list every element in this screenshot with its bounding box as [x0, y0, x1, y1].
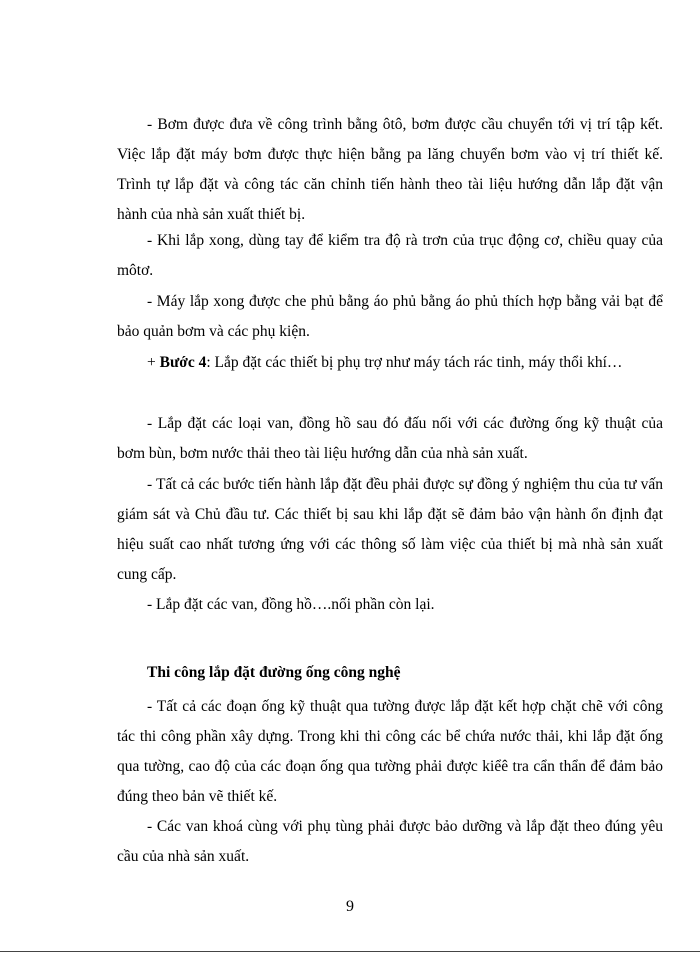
section-heading: Thi công lắp đặt đường ống công nghệ	[147, 664, 401, 681]
step4-text: : Lắp đặt các thiết bị phụ trợ như máy tách rác tinh, máy thổi khí…	[206, 354, 623, 371]
step4-prefix: +	[147, 354, 160, 371]
paragraph-step-4	[117, 348, 663, 378]
step4-label: Bước 4	[159, 354, 207, 371]
paragraph-acceptance: - Tất cả các bước tiến hành lắp đặt đều phải được sự đồng ý nghiệm thu của tư vấn giám sát và Chủ đầu tư. Các thiết bị sau khi lắp đặt sẽ đảm bảo vận hành ổn định đạt hiệu suất cao nhất tương ứng với các thông số làm việc của thiết bị mà nhà sản xuất cung cấp.	[117, 476, 663, 583]
paragraph-valve-maintenance: - Các van khoá cùng với phụ tùng phải được bảo dưỡng và lắp đặt theo đúng yêu cầu của nhà sản xuất.	[117, 818, 663, 865]
bottom-divider	[0, 951, 700, 952]
paragraph-pipes-through-wall: - Tất cả các đoạn ống kỹ thuật qua tường được lắp đặt kết hợp chặt chẽ với công tác thi công phần xây dựng. Trong khi thi công các bể chứa nước thải, khi lắp đặt ống qua tường, cao độ của các đoạn ống qua tường phải được kiểê tra cẩn thẩn để đảm bảo đúng theo bản vẽ thiết kế.	[117, 698, 663, 805]
paragraph-cover-machine: - Máy lắp xong được che phủ bằng áo phủ bằng áo phủ thích hợp bằng vải bạt để bảo quản bơm và các phụ kiện.	[117, 293, 663, 340]
paragraph-pump-transport: - Bơm được đưa về công trình bằng ôtô, bơm được cầu chuyển tới vị trí tập kết. Việc lắp đặt máy bơm được thực hiện bằng pa lăng chuyển bơm vào vị trí thiết kế. Trình tự lắp đặt và công tác căn chỉnh tiến hành theo tài liệu hướng dẫn lắp đặt vận hành của nhà sản xuất thiết bị.	[117, 116, 663, 223]
page-number: 9	[346, 898, 354, 915]
paragraph-check-shaft: - Khi lắp xong, dùng tay để kiểm tra độ rà trơn của trục động cơ, chiều quay của môtơ.	[117, 232, 663, 279]
paragraph-install-valves: - Lắp đặt các loại van, đồng hồ sau đó đấu nối với các đường ống kỹ thuật của bơm bùn, bơm nước thải theo tài liệu hướng dẫn của nhà sản xuất.	[117, 415, 663, 462]
paragraph-remaining: - Lắp đặt các van, đồng hồ….nối phần còn lại.	[147, 596, 435, 613]
